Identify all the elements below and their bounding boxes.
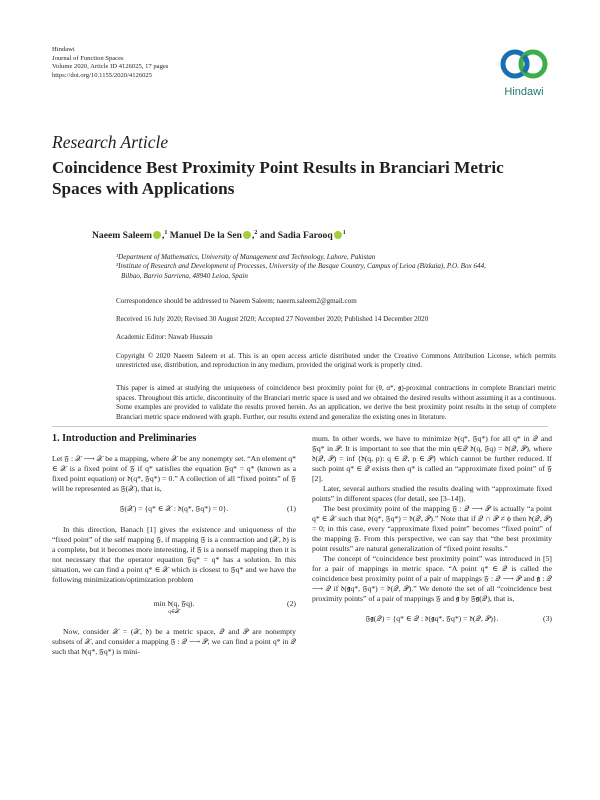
divider	[52, 426, 548, 427]
logo-wordmark: Hindawi	[504, 86, 544, 98]
publication-dates: Received 16 July 2020; Revised 30 August 2020; Accepted 27 November 2020; Published 14 December 2020	[116, 315, 429, 323]
hindawi-logo-icon	[494, 44, 554, 86]
paragraph: Now, consider 𝒳 = (𝒳, 𝔡) be a metric space, 𝒬 and 𝒫 are nonempty subsets of 𝒳, and consider a mapping 𝔉 : 𝒬 ⟶ 𝒫, we can find a point q* in 𝒬 such that 𝔡(q*, 𝔉q*) is mini-	[52, 627, 296, 656]
article-type: Research Article	[52, 132, 169, 152]
right-column	[312, 434, 552, 635]
volume-line: Volume 2020, Article ID 4126025, 17 pages	[52, 63, 169, 71]
publisher-name: Hindawi	[52, 46, 75, 53]
equation-number: (2)	[287, 599, 296, 608]
orcid-icon[interactable]	[153, 231, 161, 239]
paragraph: mum. In other words, we have to minimize 𝔡(q*, 𝔉q*) for all q* in 𝒬 and 𝔉q* in 𝒫. It is important to see that the min q∈𝒬 𝔡(q, 𝔉q) = 𝔡(𝒬, 𝒫), where 𝔡(𝒬, 𝒫) = inf {𝔡(q, p): q ∈ 𝒬, p ∈ 𝒫} which cannot be further reduced. If such point q* ∈ 𝒬 exists then q* is called an “approximate fixed point” of 𝔉 [2].	[312, 434, 552, 483]
affiliation: ²Institute of Research and Development of Processes, University of the Basque Country, Campus of Leioa (Bizkaia), P.O. Box 644,	[116, 262, 486, 271]
equation-3	[312, 614, 552, 625]
author-conjunction: and	[259, 230, 276, 242]
equation-body: 𝔉(𝒳) = {q* ∈ 𝒳 : 𝔡(q*, 𝔉q*) = 0}.	[119, 504, 229, 513]
affiliation-continued: Bilbao, Barrio Sarriena, 48940 Leioa, Spain	[121, 271, 248, 280]
author-name[interactable]: Sadia Farooq	[277, 230, 333, 242]
author-affiliation-mark: 1	[342, 230, 346, 236]
author-name[interactable]: Naeem Saleem	[92, 230, 152, 242]
equation-number: (3)	[543, 614, 552, 623]
paragraph: The best proximity point of the mapping 𝔉 : 𝒬 ⟶ 𝒫 is actually “a point q* ∈ 𝒳 such that 𝔡(q*, 𝔉q*) = 𝔡(𝒬, 𝒫).” Note that if 𝒬 ∩ 𝒫 ≠ ϕ then 𝔡(𝒬, 𝒫) = 0; in this case, every “approximate fixed point” becomes “fixed point” of the mapping 𝔉. From this perspective, we can say that “the best proximity point results” are natural generalization of “fixed point results.”	[312, 504, 552, 553]
author-affiliation-mark: 1	[164, 230, 168, 236]
paragraph: Later, several authors studied the results dealing with “approximate fixed points” in different spaces (for detail, see [3–14]).	[312, 484, 552, 503]
doi-link[interactable]: https://doi.org/10.1155/2020/4126025	[52, 71, 153, 79]
equation-body: 𝔉𝖌(𝒬) = {q* ∈ 𝒬 : 𝔡(𝖌q*, 𝔉q*) = 𝔡(𝒬, 𝒫)}.	[365, 614, 499, 623]
equation-number: (1)	[287, 504, 296, 513]
article-title: Coincidence Best Proximity Point Results in Branciari Metric Spaces with Applications	[52, 158, 504, 198]
copyright-notice: Copyright © 2020 Naeem Saleem et al. This is an open access article distributed under the Creative Commons Attribution License, which permits unrestricted use, distribution, and reproduction in any medium, provided the original work is properly cited.	[116, 352, 556, 370]
equation-2	[52, 599, 296, 613]
paragraph: Let 𝔉 : 𝒳 ⟶ 𝒳 be a mapping, where 𝒳 be any nonempty set. “An element q* ∈ 𝒳 is a fixed point of 𝔉 if q* satisfies the equation 𝔉q* = q* (known as a fixed point equation) or 𝔡(q*, 𝔉q*) = 0.” A collection of all “fixed points” of 𝔉 will be represented as 𝔉(𝒳), that is,	[52, 454, 296, 493]
hindawi-logo	[494, 44, 554, 104]
equation-1	[52, 504, 296, 515]
author-name[interactable]: Manuel De la Sen	[169, 230, 242, 242]
left-column	[52, 434, 296, 657]
section-heading: 1. Introduction and Preliminaries	[52, 433, 197, 444]
correspondence: Correspondence should be addressed to Naeem Saleem; naeem.saleem2@gmail.com	[116, 297, 357, 305]
journal-name: Journal of Function Spaces	[52, 54, 124, 62]
orcid-icon[interactable]	[334, 231, 342, 239]
abstract: This paper is aimed at studying the uniqueness of coincidence best proximity point for (θ, α*, 𝖌)-proximal contractions in complete Branciari metric spaces. Throughout this article, discontinuity of the Branciari metric space is used and we obtained the desired results without assuming it as a continuous. Some examples are provided to validate the results proved herein. As an application, we derive the best proximity point results in the setup of complete Branciari metric space endowed with graph. Further, our results extend and generalize the existing ones in literature.	[116, 384, 556, 422]
author-affiliation-mark: 2	[254, 230, 258, 236]
paragraph: In this direction, Banach [1] gives the existence and uniqueness of the “fixed point” of the self mapping 𝔉, if mapping 𝔉 is a contraction and (𝒳, 𝔡) is a complete, but it becomes more interesting, if 𝔉 is a nonself mapping then it is not necessary that the operator equation 𝔉q* = q* has a solution. In this situation, we can find a point q* ∈ 𝒳 which is closest to 𝔉q* and we have the following minimization/optimization problem	[52, 525, 296, 584]
equation-subscript: q∈𝒳	[168, 609, 180, 615]
affiliations	[116, 253, 556, 281]
author-list: Naeem Saleem ,$^1$ Manuel De la Sen ,$^2$ and Sadia Farooq $^1$	[92, 230, 346, 242]
journal-meta	[52, 46, 168, 80]
paragraph: The concept of “coincidence best proximity point” was introduced in [5] for a pair of mappings in metric space. “A point q* ∈ 𝒬 is called the coincidence best proximity point of a pair of mappings 𝔉 : 𝒬 ⟶ 𝒫 and 𝖌 : 𝒬 ⟶ 𝒬 if 𝔡(𝖌q*, 𝔉q*) = 𝔡(𝒬, 𝒫).” We denote the set of all “coincidence best proximity points” of a pair of mappings 𝔉 and 𝖌 by 𝔉𝖌(𝒬), that is,	[312, 554, 552, 603]
academic-editor: Academic Editor: Nawab Hussain	[116, 333, 213, 341]
equation-body: min 𝔡(q, 𝔉q).	[153, 599, 195, 608]
affiliation: ¹Department of Mathematics, University of Management and Technology, Lahore, Pakistan	[116, 253, 376, 261]
orcid-icon[interactable]	[243, 231, 251, 239]
